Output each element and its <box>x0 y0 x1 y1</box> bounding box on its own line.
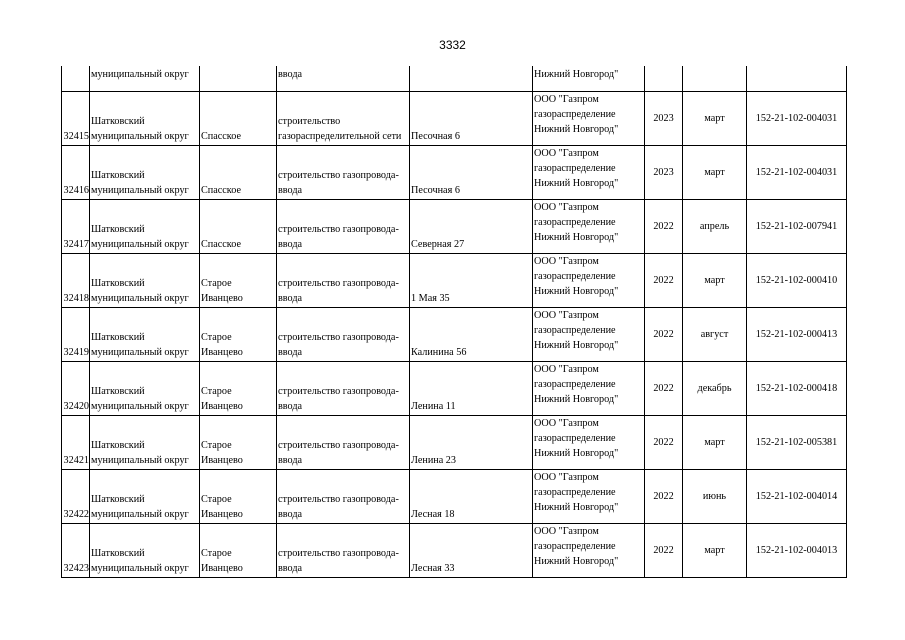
cell-num: 32418 <box>62 253 90 307</box>
cell-organization: ООО "Газпром газораспределение Нижний Новгород" <box>533 469 645 523</box>
cell-num: 32416 <box>62 145 90 199</box>
gas-connection-table <box>61 66 847 578</box>
cell-settlement: Старое Иванцево <box>200 253 277 307</box>
cell-district: Шатковский муниципальный округ <box>90 415 200 469</box>
cell-district: Шатковский муниципальный округ <box>90 91 200 145</box>
cell-address <box>410 66 533 91</box>
cell-work: строительство газопровода-ввода <box>277 415 410 469</box>
cell-work: строительство газопровода-ввода <box>277 199 410 253</box>
cell-code: 152-21-102-000413 <box>747 307 847 361</box>
cell-code <box>747 66 847 91</box>
cell-num: 32419 <box>62 307 90 361</box>
cell-settlement: Старое Иванцево <box>200 469 277 523</box>
cell-organization: ООО "Газпром газораспределение Нижний Новгород" <box>533 145 645 199</box>
cell-address: Лесная 33 <box>410 523 533 577</box>
cell-year: 2022 <box>645 253 683 307</box>
cell-settlement: Старое Иванцево <box>200 523 277 577</box>
cell-month <box>683 66 747 91</box>
cell-work: строительство газопровода-ввода <box>277 307 410 361</box>
cell-work: строительство газопровода-ввода <box>277 145 410 199</box>
cell-settlement: Старое Иванцево <box>200 307 277 361</box>
cell-organization: ООО "Газпром газораспределение Нижний Новгород" <box>533 361 645 415</box>
cell-address: Северная 27 <box>410 199 533 253</box>
cell-organization: ООО "Газпром газораспределение Нижний Новгород" <box>533 91 645 145</box>
cell-organization: ООО "Газпром газораспределение Нижний Новгород" <box>533 415 645 469</box>
cell-code: 152-21-102-000410 <box>747 253 847 307</box>
cell-district: Шатковский муниципальный округ <box>90 307 200 361</box>
cell-address: Лесная 18 <box>410 469 533 523</box>
cell-month: июнь <box>683 469 747 523</box>
cell-month: март <box>683 145 747 199</box>
cell-district: муниципальный округ <box>90 66 200 91</box>
cell-address: Песочная 6 <box>410 91 533 145</box>
cell-num: 32417 <box>62 199 90 253</box>
cell-month: март <box>683 253 747 307</box>
cell-district: Шатковский муниципальный округ <box>90 145 200 199</box>
table-row-continued <box>62 66 847 91</box>
table-row <box>62 145 847 199</box>
cell-year: 2022 <box>645 523 683 577</box>
table-row <box>62 415 847 469</box>
cell-address: Песочная 6 <box>410 145 533 199</box>
cell-num: 32422 <box>62 469 90 523</box>
table-row <box>62 361 847 415</box>
cell-district: Шатковский муниципальный округ <box>90 253 200 307</box>
cell-year: 2022 <box>645 469 683 523</box>
table-row <box>62 253 847 307</box>
cell-num <box>62 66 90 91</box>
cell-work: ввода <box>277 66 410 91</box>
table-row <box>62 307 847 361</box>
cell-organization: ООО "Газпром газораспределение Нижний Новгород" <box>533 307 645 361</box>
table-row <box>62 199 847 253</box>
cell-address: Ленина 23 <box>410 415 533 469</box>
cell-address: Калинина 56 <box>410 307 533 361</box>
cell-organization: ООО "Газпром газораспределение Нижний Новгород" <box>533 523 645 577</box>
cell-month: март <box>683 415 747 469</box>
cell-year: 2022 <box>645 361 683 415</box>
cell-year <box>645 66 683 91</box>
cell-num: 32421 <box>62 415 90 469</box>
cell-code: 152-21-102-004031 <box>747 91 847 145</box>
cell-month: март <box>683 91 747 145</box>
cell-month: апрель <box>683 199 747 253</box>
cell-code: 152-21-102-007941 <box>747 199 847 253</box>
cell-month: декабрь <box>683 361 747 415</box>
cell-code: 152-21-102-000418 <box>747 361 847 415</box>
cell-settlement <box>200 66 277 91</box>
cell-year: 2022 <box>645 307 683 361</box>
cell-code: 152-21-102-004013 <box>747 523 847 577</box>
cell-organization: Нижний Новгород" <box>533 66 645 91</box>
cell-code: 152-21-102-004014 <box>747 469 847 523</box>
cell-num: 32420 <box>62 361 90 415</box>
cell-code: 152-21-102-004031 <box>747 145 847 199</box>
cell-month: август <box>683 307 747 361</box>
cell-work: строительство газопровода-ввода <box>277 523 410 577</box>
table-row <box>62 469 847 523</box>
cell-district: Шатковский муниципальный округ <box>90 523 200 577</box>
cell-settlement: Старое Иванцево <box>200 415 277 469</box>
cell-year: 2022 <box>645 199 683 253</box>
cell-work: строительство газораспределительной сети <box>277 91 410 145</box>
cell-num: 32415 <box>62 91 90 145</box>
cell-organization: ООО "Газпром газораспределение Нижний Новгород" <box>533 253 645 307</box>
table-row <box>62 523 847 577</box>
cell-month: март <box>683 523 747 577</box>
cell-year: 2023 <box>645 91 683 145</box>
cell-work: строительство газопровода-ввода <box>277 253 410 307</box>
cell-work: строительство газопровода-ввода <box>277 361 410 415</box>
cell-settlement: Спасское <box>200 91 277 145</box>
cell-year: 2023 <box>645 145 683 199</box>
cell-code: 152-21-102-005381 <box>747 415 847 469</box>
cell-settlement: Спасское <box>200 199 277 253</box>
cell-year: 2022 <box>645 415 683 469</box>
cell-address: 1 Мая 35 <box>410 253 533 307</box>
cell-address: Ленина 11 <box>410 361 533 415</box>
cell-organization: ООО "Газпром газораспределение Нижний Новгород" <box>533 199 645 253</box>
cell-num: 32423 <box>62 523 90 577</box>
table-row <box>62 91 847 145</box>
cell-district: Шатковский муниципальный округ <box>90 469 200 523</box>
cell-work: строительство газопровода-ввода <box>277 469 410 523</box>
page-number: 3332 <box>439 38 466 52</box>
cell-settlement: Старое Иванцево <box>200 361 277 415</box>
cell-district: Шатковский муниципальный округ <box>90 361 200 415</box>
cell-district: Шатковский муниципальный округ <box>90 199 200 253</box>
cell-settlement: Спасское <box>200 145 277 199</box>
